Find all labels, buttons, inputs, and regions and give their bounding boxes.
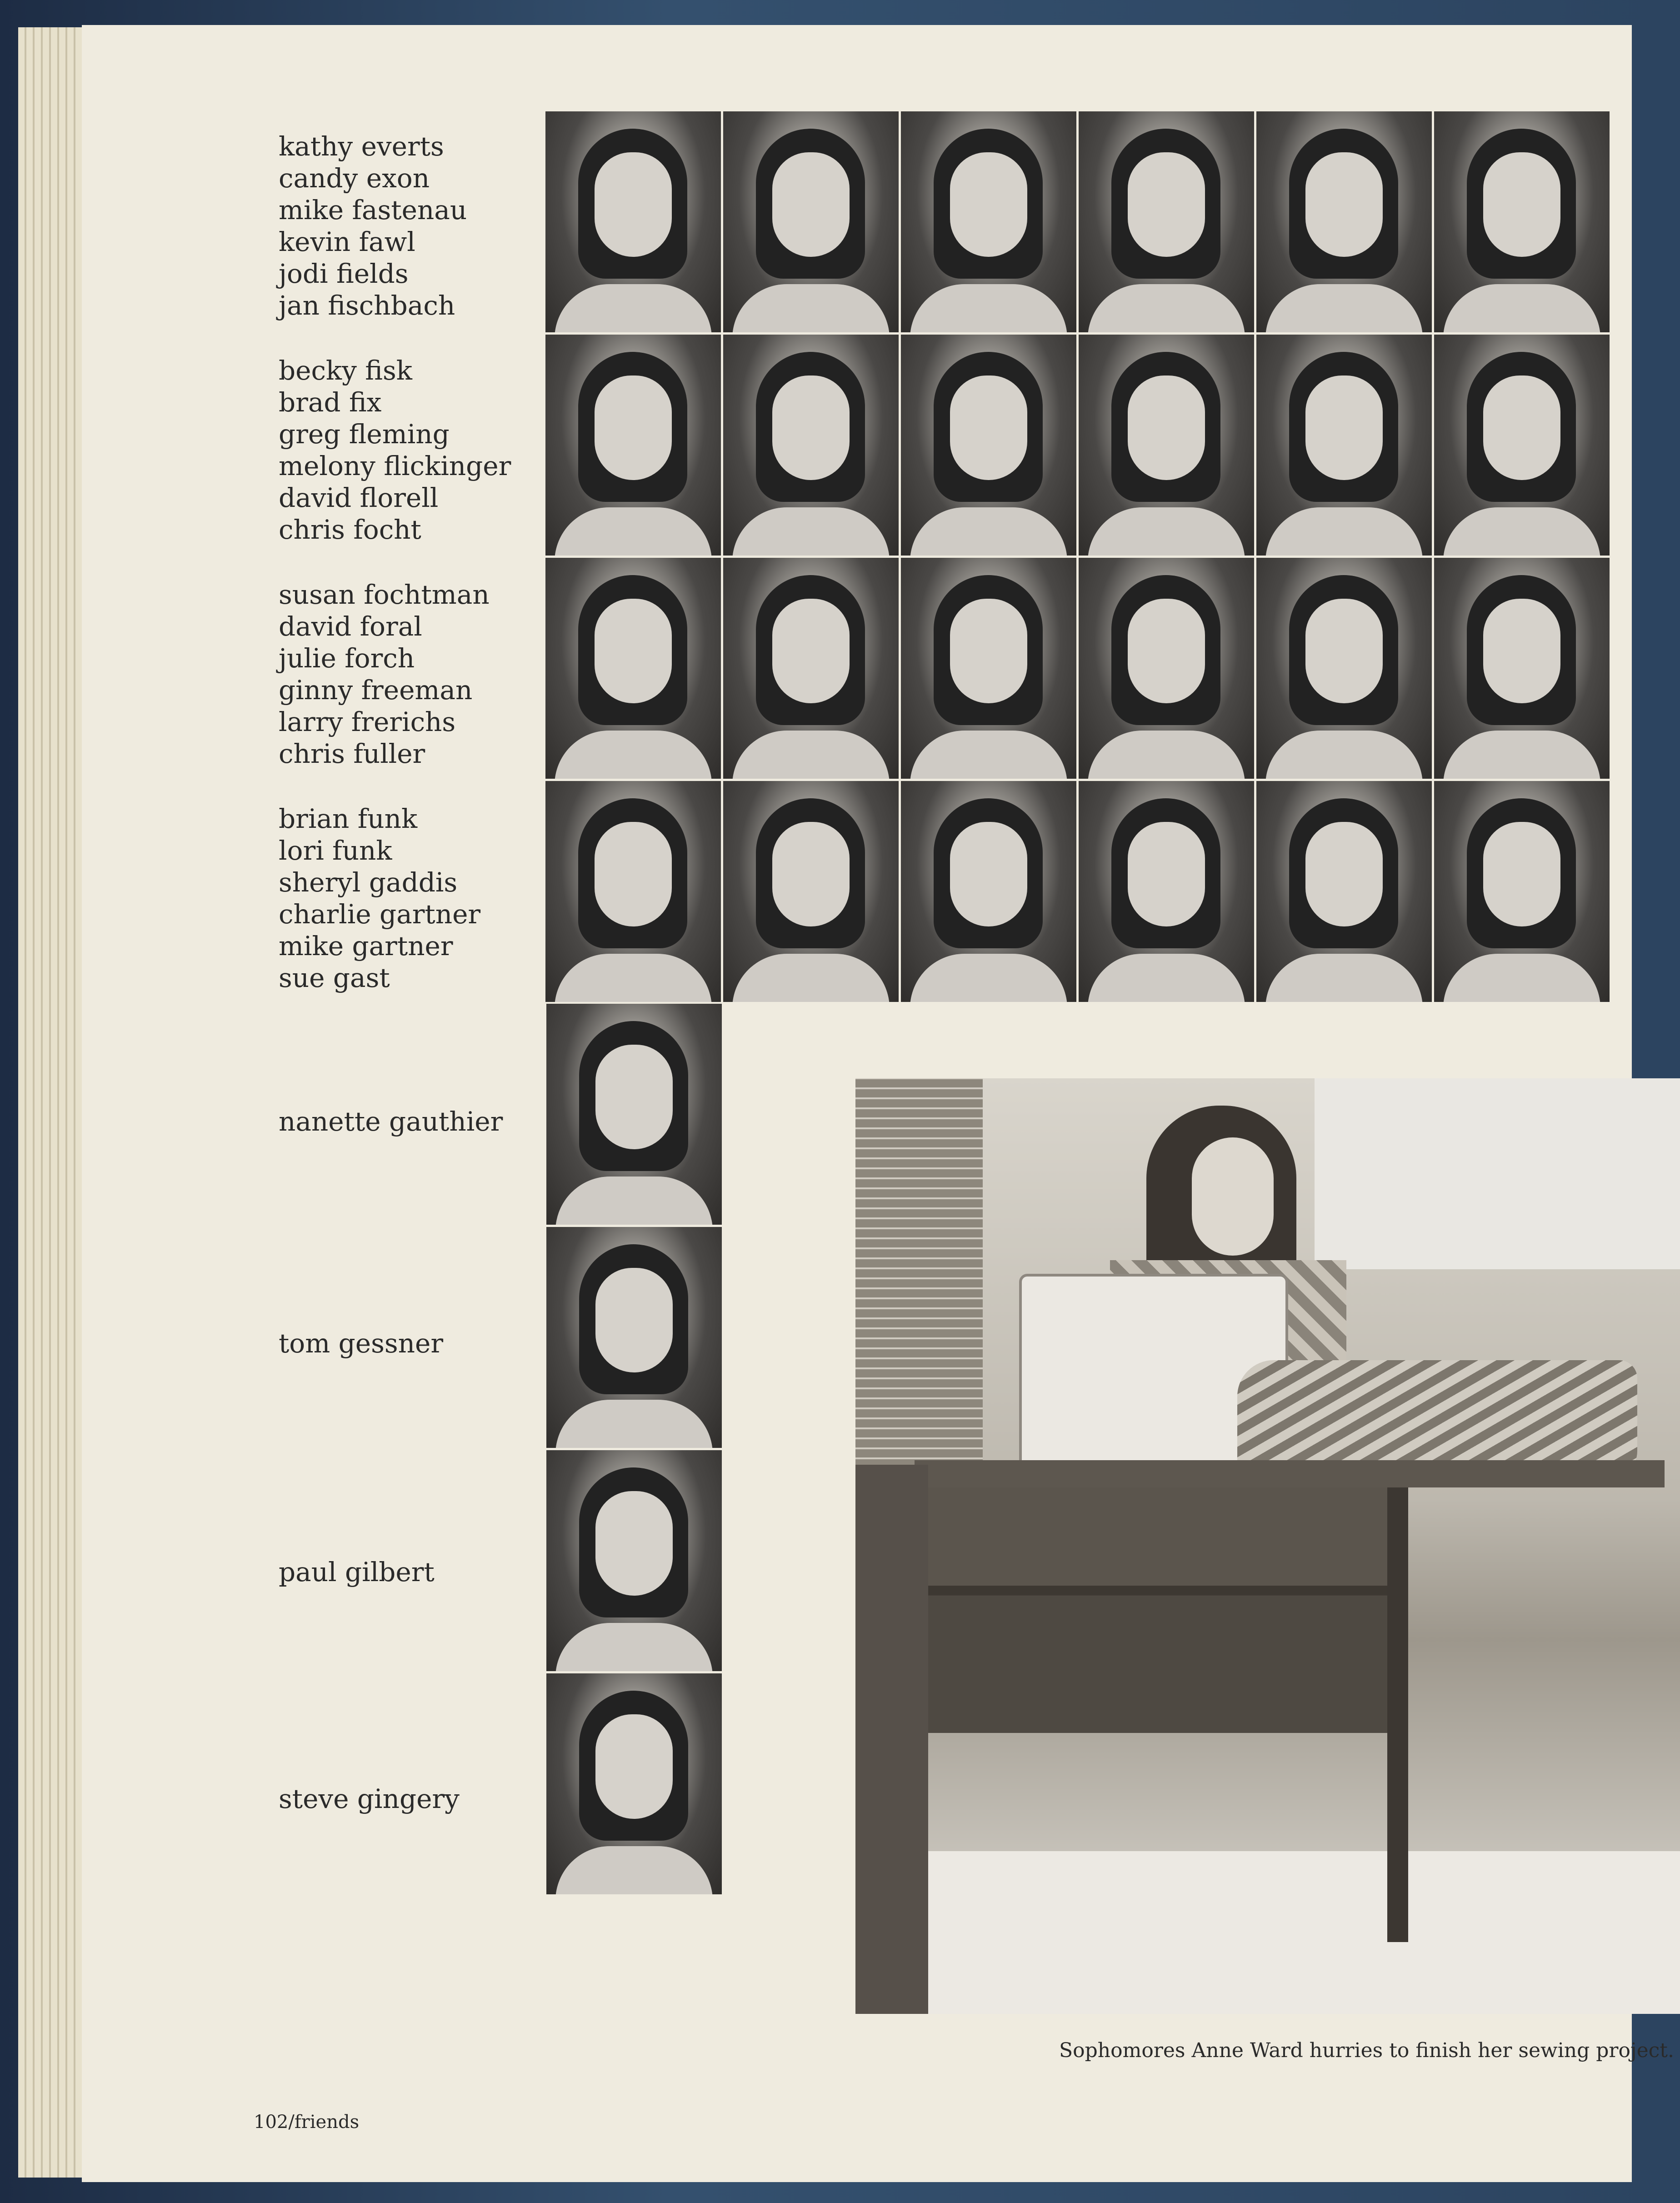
student-name: susan fochtman bbox=[279, 579, 490, 610]
student-name: becky fisk bbox=[279, 355, 412, 386]
portrait-photo bbox=[546, 1004, 722, 1225]
portrait-photo bbox=[1079, 335, 1254, 556]
student-name: greg fleming bbox=[279, 419, 450, 450]
portrait-photo bbox=[901, 111, 1076, 332]
student-name: mike gartner bbox=[279, 931, 453, 961]
portrait-photo bbox=[901, 558, 1076, 779]
portrait-photo bbox=[1434, 558, 1610, 779]
student-name: sheryl gaddis bbox=[279, 867, 458, 898]
portrait-photo bbox=[546, 1227, 722, 1448]
student-name: melony flickinger bbox=[279, 451, 511, 481]
portrait-photo bbox=[1434, 111, 1610, 332]
student-name: lori funk bbox=[279, 835, 392, 866]
portrait-photo bbox=[723, 558, 899, 779]
name-list-row-3 bbox=[279, 579, 490, 770]
portrait-photo bbox=[723, 111, 899, 332]
student-name: julie forch bbox=[279, 643, 415, 674]
yearbook-page bbox=[82, 25, 1674, 2182]
name-list-row-4 bbox=[279, 803, 480, 994]
student-name-single: steve gingery bbox=[279, 1783, 460, 1814]
portrait-photo bbox=[545, 111, 721, 332]
page-number: 102/friends bbox=[254, 2112, 360, 2133]
student-name: sue gast bbox=[279, 962, 390, 993]
portrait-photo bbox=[901, 335, 1076, 556]
student-name: brad fix bbox=[279, 387, 382, 418]
photo-caption: Sophomores Anne Ward hurries to finish her sewing project. bbox=[1059, 2039, 1674, 2062]
portrait-photo bbox=[545, 558, 721, 779]
student-name: kathy everts bbox=[279, 131, 444, 162]
portrait-photo bbox=[545, 781, 721, 1002]
student-name: kevin fawl bbox=[279, 226, 415, 257]
student-name: david florell bbox=[279, 482, 439, 513]
student-name: david foral bbox=[279, 611, 422, 642]
student-name: jan fischbach bbox=[279, 290, 455, 321]
portrait-photo bbox=[1256, 781, 1432, 1002]
student-name: candy exon bbox=[279, 163, 430, 194]
student-name: jodi fields bbox=[279, 258, 409, 289]
portrait-photo bbox=[1079, 558, 1254, 779]
portrait-photo bbox=[723, 781, 899, 1002]
portrait-photo bbox=[1256, 335, 1432, 556]
portrait-photo bbox=[1079, 111, 1254, 332]
student-name-single: nanette gauthier bbox=[279, 1106, 503, 1137]
portrait-photo bbox=[1079, 781, 1254, 1002]
student-name: ginny freeman bbox=[279, 675, 473, 706]
student-name: brian funk bbox=[279, 803, 418, 834]
student-name: chris focht bbox=[279, 514, 421, 545]
portrait-photo bbox=[546, 1673, 722, 1894]
portrait-photo bbox=[1256, 558, 1432, 779]
portrait-photo bbox=[545, 335, 721, 556]
portrait-photo bbox=[546, 1450, 722, 1671]
portrait-photo bbox=[1434, 781, 1610, 1002]
portrait-photo bbox=[723, 335, 899, 556]
student-name: chris fuller bbox=[279, 738, 425, 769]
portrait-photo bbox=[901, 781, 1076, 1002]
name-list-row-1 bbox=[279, 130, 467, 321]
candid-sewing-photo bbox=[855, 1078, 1680, 2014]
student-name-single: tom gessner bbox=[279, 1328, 444, 1359]
portrait-photo bbox=[1434, 335, 1610, 556]
student-name: charlie gartner bbox=[279, 899, 481, 930]
student-name-single: paul gilbert bbox=[279, 1557, 435, 1587]
student-name: larry frerichs bbox=[279, 706, 456, 737]
name-list-row-2 bbox=[279, 355, 511, 546]
portrait-photo bbox=[1256, 111, 1432, 332]
student-name: mike fastenau bbox=[279, 195, 467, 225]
